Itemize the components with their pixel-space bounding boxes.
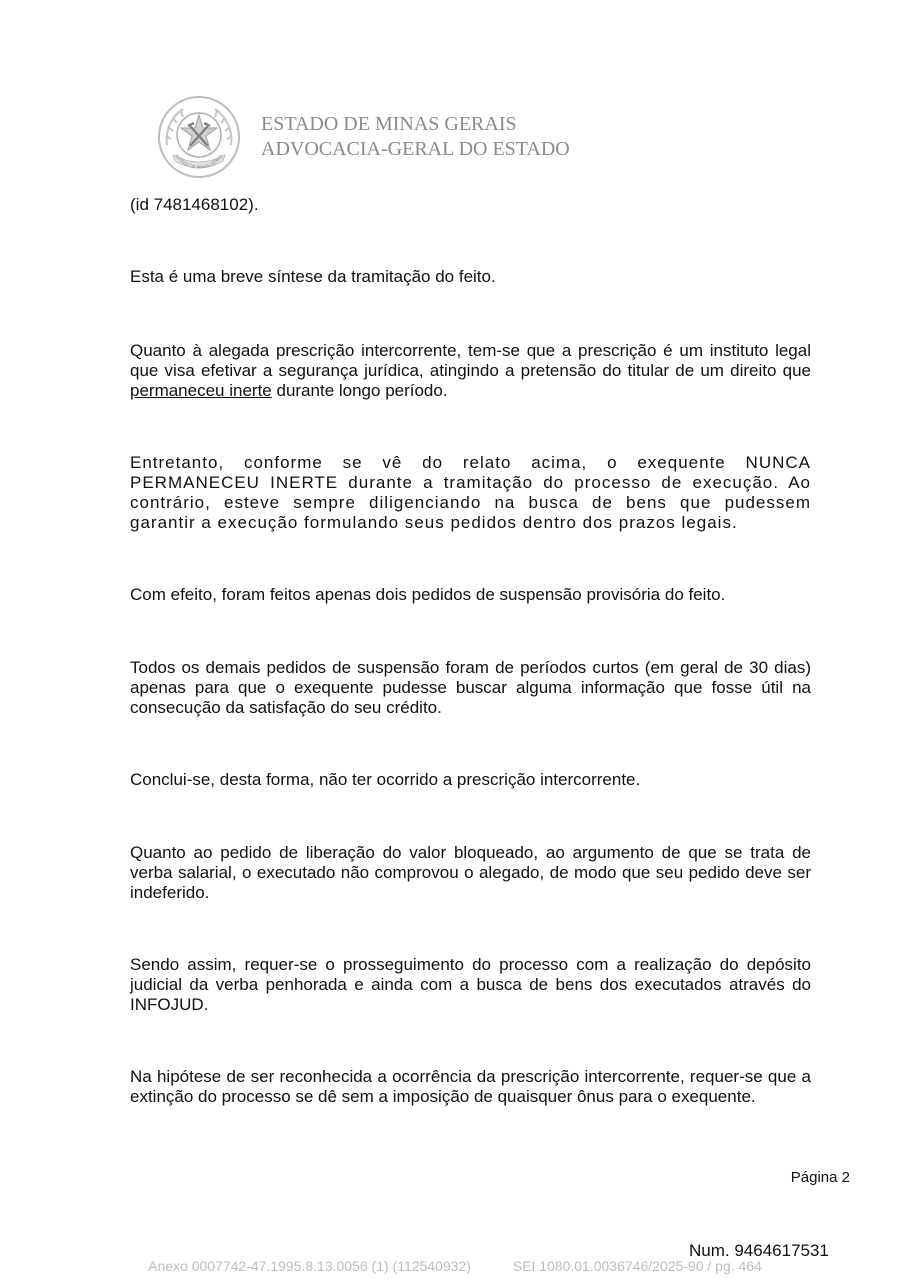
paragraph-id-reference: (id 7481468102).: [130, 195, 259, 214]
svg-text:ESTADO DE MINAS GERAIS: [175, 153, 224, 170]
header-agency-name: ADVOCACIA-GERAL DO ESTADO: [261, 138, 570, 160]
header-state-name: ESTADO DE MINAS GERAIS: [261, 113, 517, 135]
document-number: Num. 9464617531: [689, 1241, 829, 1260]
coat-of-arms-seal: [157, 95, 241, 179]
paragraph-short-suspensions: Todos os demais pedidos de suspensão foram de períodos curtos (em geral de 30 dias) apenas para que o exequente pudesse buscar alguma informação que fosse útil na consecução da satisfação do seu crédito.: [130, 658, 811, 717]
paragraph-conclusion: Conclui-se, desta forma, não ter ocorrido a prescrição intercorrente.: [130, 770, 641, 789]
footer-watermark: [0, 1258, 910, 1274]
paragraph-two-suspensions: Com efeito, foram feitos apenas dois pedidos de suspensão provisória do feito.: [130, 585, 726, 604]
paragraph-summary: Esta é uma breve síntese da tramitação do feito.: [130, 267, 496, 286]
paragraph-prescription-text-a: Quanto à alegada prescrição intercorrente, tem-se que a prescrição é um instituto legal que visa efetivar a segurança jurídica, atingindo a pretensão do titular de um direito que: [130, 341, 811, 380]
document-header: [261, 112, 570, 162]
paragraph-request-continuation: Sendo assim, requer-se o prosseguimento do processo com a realização do depósito judicial da verba penhorada e ainda com a busca de bens dos executados através do INFOJUD.: [130, 955, 811, 1014]
paragraph-prescription-text-b: durante longo período.: [271, 381, 448, 400]
annex-reference: Anexo 0007742-47.1995.8.13.0056 (1) (112540932): [148, 1258, 471, 1274]
paragraph-hypothesis: Na hipótese de ser reconhecida a ocorrência da prescrição intercorrente, requer-se que a extinção do processo se dê sem a imposição de quaisquer ônus para o exequente.: [130, 1067, 811, 1106]
page-number: Página 2: [790, 1169, 850, 1186]
underlined-phrase: permaneceu inerte: [130, 381, 272, 400]
paragraph-never-inert: Entretanto, conforme se vê do relato acima, o exequente NUNCA PERMANECEU INERTE durante a tramitação do processo de execução. Ao contrário, esteve sempre diligenciando na busca de bens que pudessem garantir a execução formulando seus pedidos dentro dos prazos legais.: [130, 453, 811, 532]
paragraph-blocked-value: Quanto ao pedido de liberação do valor bloqueado, ao argumento de que se trata de verba salarial, o executado não comprovou o alegado, de modo que seu pedido deve ser indeferido.: [130, 843, 811, 902]
seal-text: ESTADO DE MINAS GERAIS: [174, 153, 224, 170]
paragraph-prescription-definition: [130, 341, 811, 401]
sei-reference: SEI 1080.01.0036746/2025-90 / pg. 464: [512, 1258, 762, 1274]
